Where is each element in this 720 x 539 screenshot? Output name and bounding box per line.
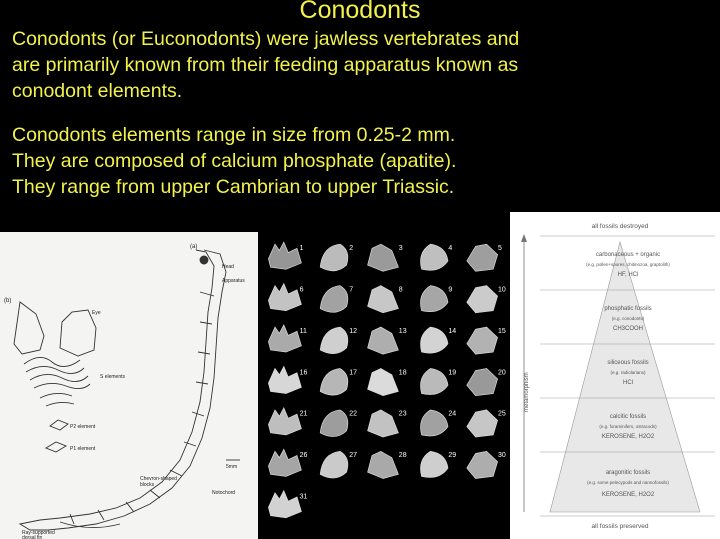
conodont-element-shape (320, 410, 348, 437)
conodont-anatomy-figure (0, 232, 258, 539)
band-5-detail: (e.g. some pelecypods and nannofossils) (587, 480, 669, 485)
band-2-reagent: CH3COOH (612, 326, 644, 332)
conodont-element (320, 368, 348, 395)
element-number: 3 (398, 245, 403, 252)
element-number: 10 (498, 286, 506, 294)
conodont-element (268, 325, 301, 352)
band-4-detail: (e.g. foraminifers, ostracods) (599, 424, 657, 429)
conodont-element-shape (368, 410, 399, 437)
element-number: 31 (299, 493, 308, 501)
top-label: all fossils destroyed (591, 223, 649, 230)
conodont-element (421, 451, 449, 477)
label-head: Head (222, 264, 234, 270)
facts-line-2: They are composed of calcium phosphate (apatite). (12, 150, 457, 172)
conodont-element-shape (467, 327, 498, 354)
band-3-detail: (e.g. radiolarians) (610, 370, 646, 375)
conodont-element-shape (268, 449, 301, 476)
conodont-element (320, 244, 348, 271)
element-number: 19 (448, 369, 457, 377)
conodont-element (421, 410, 449, 436)
band-2-detail: (e.g. conodonts) (611, 316, 645, 321)
element-number: 23 (398, 410, 407, 418)
conodont-element-shape (320, 327, 348, 354)
element-number: 5 (498, 245, 502, 252)
conodont-element-shape (421, 286, 449, 312)
element-number: 12 (349, 327, 357, 335)
anatomy-drawing (0, 232, 258, 539)
label-apparatus: Apparatus (222, 278, 245, 284)
conodont-element (467, 368, 498, 395)
axis-metamorphism: metamorphism (524, 372, 530, 412)
element-number: 18 (398, 369, 407, 377)
element-number: 24 (448, 410, 457, 418)
label-scale: 5mm (226, 464, 238, 470)
conodont-element (268, 242, 301, 269)
element-number: 15 (498, 327, 506, 335)
conodont-element (268, 449, 301, 476)
facts-paragraph (12, 122, 712, 200)
conodont-element-shape (368, 286, 399, 313)
band-4-reagent: KEROSENE, H2O2 (601, 434, 655, 440)
conodont-element-shape (368, 327, 399, 354)
conodont-element-shape (268, 366, 301, 393)
conodont-element (368, 286, 399, 313)
band-4-name: calcitic fossils (609, 414, 647, 420)
element-number: 6 (299, 286, 304, 294)
intro-line-3: conodont elements. (12, 80, 183, 102)
conodont-element-shape (467, 368, 498, 395)
conodont-element (368, 368, 399, 395)
band-3-name: siliceous fossils (607, 360, 649, 366)
conodont-element (421, 368, 449, 394)
label-b: (b) (4, 298, 12, 304)
conodont-element-shape (320, 451, 348, 478)
conodont-element (467, 327, 498, 354)
label-notochord: Notochord (212, 490, 236, 496)
label-fin: dorsal fin (22, 535, 43, 539)
element-number: 9 (448, 286, 453, 294)
conodont-element (320, 286, 348, 313)
label-ray: Ray-supported (22, 530, 55, 536)
conodont-element-shape (467, 410, 498, 437)
conodont-element (421, 327, 449, 353)
slide-title: Conodonts (299, 0, 421, 24)
label-a: (a) (190, 244, 198, 250)
label-s-elements: S elements (100, 374, 126, 380)
element-number: 1 (299, 245, 304, 252)
conodont-element (467, 410, 498, 437)
element-number: 13 (398, 327, 407, 335)
bottom-label: all fossils preserved (591, 523, 649, 530)
conodont-element-shape (421, 410, 449, 436)
conodont-element-shape (268, 408, 301, 435)
conodont-element-shape (368, 244, 399, 271)
element-number: 30 (498, 452, 506, 460)
conodont-element (268, 284, 301, 311)
conodont-element-shape (467, 286, 498, 313)
conodont-elements-photo (258, 236, 506, 539)
element-number: 2 (349, 245, 354, 252)
conodont-element-shape (421, 368, 449, 394)
element-number: 4 (448, 245, 453, 252)
conodont-element-shape (368, 368, 399, 395)
conodont-element-shape (320, 368, 348, 395)
element-number: 16 (299, 369, 308, 377)
preservation-diagram (510, 212, 720, 539)
conodont-element (320, 327, 348, 354)
preservation-svg (510, 212, 720, 539)
intro-paragraph (12, 26, 712, 104)
intro-line-2: are primarily known from their feeding apparatus known as (12, 54, 519, 76)
band-2-name: phosphatic fossils (604, 306, 652, 312)
element-number: 14 (448, 327, 457, 335)
label-eye: Eye (92, 310, 101, 316)
band-5-reagent: KEROSENE, H2O2 (601, 492, 655, 498)
conodont-element-shape (421, 244, 449, 270)
conodont-element (421, 286, 449, 312)
element-number: 28 (398, 452, 407, 460)
conodont-element (368, 410, 399, 437)
conodont-element-shape (268, 284, 301, 311)
conodont-element (467, 286, 498, 313)
conodont-element (368, 327, 399, 354)
band-1-reagent: HF, HCl (617, 272, 639, 278)
conodont-element (467, 451, 498, 478)
conodont-element-shape (467, 244, 498, 271)
label-p1: P1 element (70, 446, 96, 452)
conodont-element (421, 244, 449, 270)
band-1-detail: (e.g. pollen+spores, chitinozoa, graptolith) (586, 262, 670, 267)
conodont-element (320, 410, 348, 437)
element-number: 21 (299, 410, 308, 418)
conodont-element-shape (467, 451, 498, 478)
element-number: 20 (498, 369, 506, 377)
facts-line-3: They range from upper Cambrian to upper Triassic. (12, 176, 455, 198)
conodont-element-shape (368, 451, 399, 478)
band-3-reagent: HCl (623, 380, 633, 386)
conodont-element (268, 408, 301, 435)
conodont-element-shape (268, 325, 301, 352)
element-number: 11 (299, 327, 307, 335)
element-number: 17 (349, 369, 357, 377)
label-p2: P2 element (70, 424, 96, 430)
conodont-element (368, 244, 399, 271)
intro-line-1: Conodonts (or Euconodonts) were jawless vertebrates and (12, 28, 520, 50)
label-blocks: blocks (140, 482, 155, 488)
conodont-element-shape (268, 491, 301, 518)
conodont-element-shape (421, 451, 449, 477)
conodont-element (467, 244, 498, 271)
facts-line-1: Conodonts elements range in size from 0.25-2 mm. (12, 124, 456, 146)
elements-grid (258, 236, 506, 539)
band-1-name: carbonaceous + organic (595, 252, 661, 258)
conodont-element (268, 366, 301, 393)
conodont-element (320, 451, 348, 478)
conodont-element (268, 491, 301, 518)
element-number: 25 (498, 410, 506, 418)
element-number: 22 (349, 410, 357, 418)
conodont-element (368, 451, 399, 478)
element-number: 7 (349, 286, 354, 294)
label-chevron: Chevron-shaped (140, 476, 177, 482)
element-number: 26 (299, 452, 308, 460)
conodont-element-shape (320, 286, 348, 313)
conodont-element-shape (320, 244, 348, 271)
conodont-element-shape (268, 242, 301, 269)
element-number: 29 (448, 452, 457, 460)
conodont-element-shape (421, 327, 449, 353)
band-5-name: aragonitic fossils (605, 470, 651, 476)
element-number: 8 (398, 286, 403, 294)
element-number: 27 (349, 452, 357, 460)
